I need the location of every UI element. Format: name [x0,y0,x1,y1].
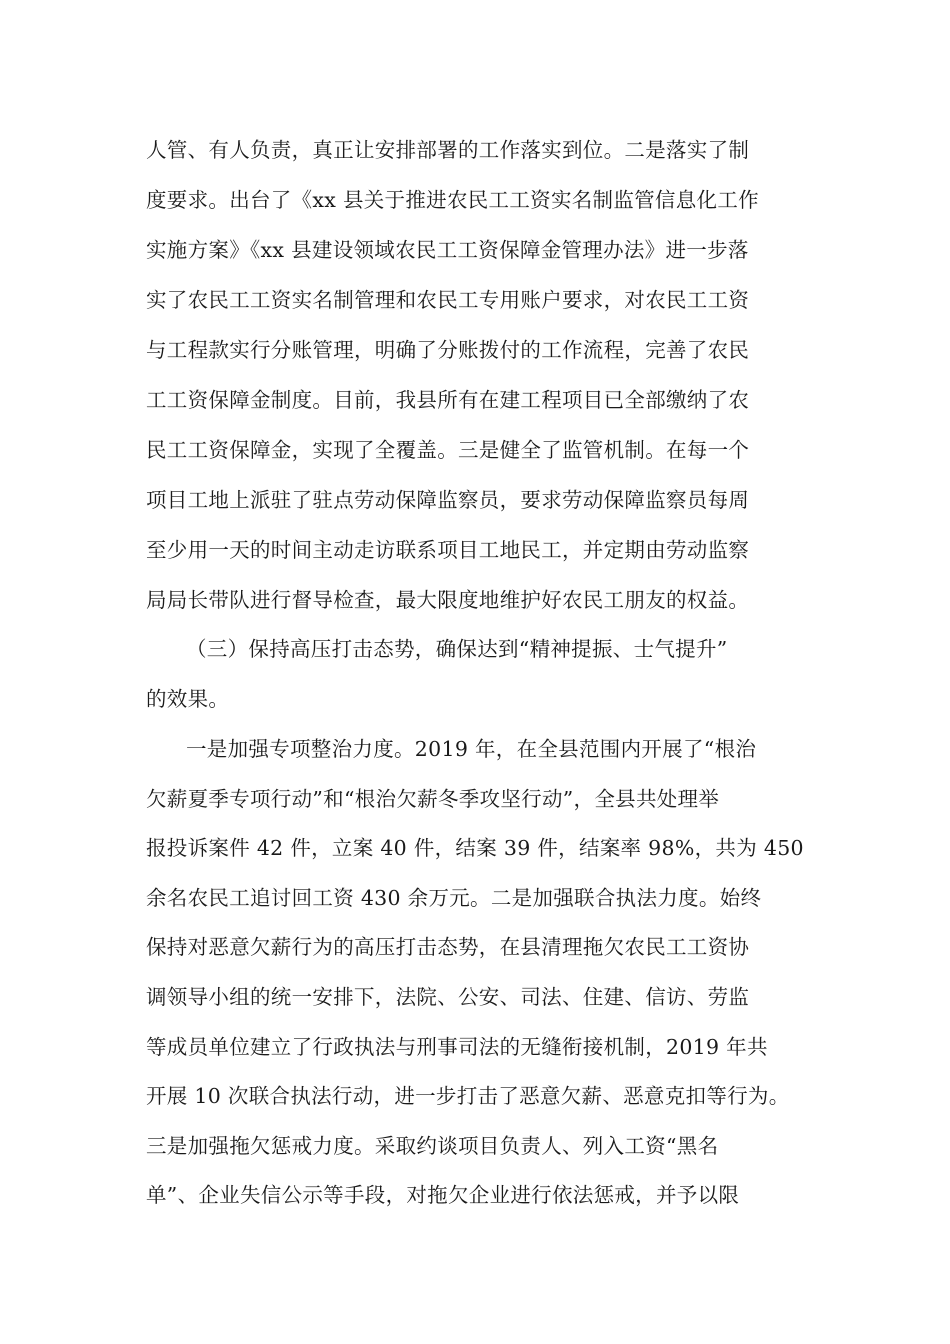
paragraph-start: 一是加强专项整治力度。2019 年，在全县范围内开展了“根治 [186,737,757,761]
text-line: 三是加强拖欠惩戒力度。采取约谈项目负责人、列入工资“黑名 [146,1134,719,1158]
text-line: 项目工地上派驻了驻点劳动保障监察员，要求劳动保障监察员每周 [146,488,750,512]
text-line: 与工程款实行分账管理，明确了分账拨付的工作流程，完善了农民 [146,338,750,362]
text-line: 人管、有人负责，真正让安排部署的工作落实到位。二是落实了制 [146,138,750,162]
text-line: 民工工资保障金，实现了全覆盖。三是健全了监管机制。在每一个 [146,438,750,462]
text-line: 余名农民工追讨回工资 430 余万元。二是加强联合执法力度。始终 [146,886,762,910]
text-line: 单”、企业失信公示等手段，对拖欠企业进行依法惩戒，并予以限 [146,1183,740,1207]
text-line: 局局长带队进行督导检查，最大限度地维护好农民工朋友的权益。 [146,588,750,612]
text-line: 报投诉案件 42 件，立案 40 件，结案 39 件，结案率 98%，共为 450 [146,836,804,860]
text-line: 调领导小组的统一安排下，法院、公安、司法、住建、信访、劳监 [146,985,750,1009]
text-line: 度要求。出台了《xx 县关于推进农民工工资实名制监管信息化工作 [146,188,759,212]
text-line: 欠薪夏季专项行动”和“根治欠薪冬季攻坚行动”，全县共处理举 [146,787,720,811]
text-line: 工工资保障金制度。目前，我县所有在建工程项目已全部缴纳了农 [146,388,750,412]
section-heading: （三）保持高压打击态势，确保达到“精神提振、士气提升” [186,637,728,661]
text-line: 实施方案》《xx 县建设领域农民工工资保障金管理办法》进一步落 [146,238,749,262]
section-heading-continued: 的效果。 [146,687,230,711]
text-line: 实了农民工工资实名制管理和农民工专用账户要求，对农民工工资 [146,288,750,312]
text-line: 等成员单位建立了行政执法与刑事司法的无缝衔接机制，2019 年共 [146,1035,768,1059]
text-line: 保持对恶意欠薪行为的高压打击态势，在县清理拖欠农民工工资协 [146,935,750,959]
text-line: 开展 10 次联合执法行动，进一步打击了恶意欠薪、恶意克扣等行为。 [146,1084,790,1108]
text-line: 至少用一天的时间主动走访联系项目工地民工，并定期由劳动监察 [146,538,750,562]
